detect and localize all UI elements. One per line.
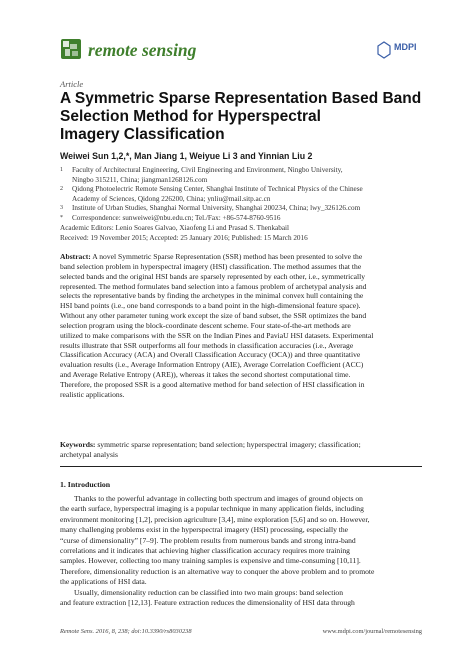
abstract-text: A novel Symmetric Sparse Representation (SSR) method has been presented to solve the bbox=[92, 252, 363, 261]
body-line: Usually, dimensionality reduction can be classified into two main groups: band selection bbox=[74, 587, 344, 597]
abstract-line: utilized to make comparisons with the SSR on the Indian Pines and PaviaU HSI datasets. Experimental bbox=[60, 330, 374, 340]
keywords-text: symmetric sparse representation; band selection; hyperspectral imagery; classification; bbox=[97, 440, 361, 449]
affiliation-mark: 2 bbox=[60, 186, 63, 192]
body-line: correlations and it indicates that achieving higher classification accuracy requires more training bbox=[60, 546, 350, 556]
abstract-line: selection program using the block-coordinate descent scheme. Four state-of-the-art methods are bbox=[60, 320, 351, 330]
affiliation-item bbox=[60, 204, 440, 214]
section-divider bbox=[60, 466, 422, 467]
abstract bbox=[60, 252, 422, 400]
affiliation-item bbox=[60, 214, 440, 224]
affiliation-item bbox=[60, 166, 440, 185]
title-line: Imagery Classification bbox=[60, 126, 225, 143]
abstract-line: realistic applications. bbox=[60, 389, 125, 399]
body-line: environment monitoring [1,2], precision agriculture [3,4], mine exploration [5,6] and so on. However, bbox=[60, 514, 370, 524]
abstract-line: band selection problem in hyperspectral imagery (HSI) classification. The method assumes that the bbox=[60, 261, 362, 271]
author-list: Weiwei Sun 1,2,*, Man Jiang 1, Weiyue Li 3 and Yinnian Liu 2 bbox=[60, 151, 313, 161]
journal-logo-icon bbox=[60, 38, 82, 60]
body-line: and feature extraction [12,13]. Feature extraction reduces the dimensionality of HSI data through bbox=[60, 598, 355, 608]
affiliation-line: Correspondence: sunweiwei@nbu.edu.cn; Tel./Fax: +86-574-8760-9516 bbox=[72, 213, 281, 222]
affiliation-line: Ningbo 315211, China; jiangman1268126.com bbox=[72, 175, 208, 184]
body-line: Therefore, dimensionality reduction is an alternative way to conquer the above problem and to promote bbox=[60, 566, 375, 576]
body-line: the earth surface, hyperspectral imaging is a popular technique in many application fields, including bbox=[60, 504, 364, 514]
publisher-name: MDPI bbox=[394, 42, 417, 52]
body-line: samples. However, collecting too many training samples is expensive and time-consuming [10,11]. bbox=[60, 556, 361, 566]
footer-citation: Remote Sens. 2016, 8, 238; doi:10.3390/rs8030238 bbox=[60, 628, 192, 635]
body-line: “curse of dimensionality” [7–9]. The problem results from numerous bands and strong intra-band bbox=[60, 535, 356, 545]
affiliation-item bbox=[60, 185, 440, 204]
abstract-line: HSI band points (i.e., one band corresponds to a band point in the high-dimensional feature space). bbox=[60, 301, 361, 311]
abstract-line: and Average Relative Entropy (ARE)), whereas it takes the second shortest computational time. bbox=[60, 370, 351, 380]
keywords bbox=[60, 440, 422, 460]
affiliation-line: Institute of Urban Studies, Shanghai Normal University, Shanghai 200234, China; lwy_326126.com bbox=[72, 204, 361, 212]
affiliation-mark: 3 bbox=[60, 205, 63, 211]
keywords-label: Keywords: bbox=[60, 440, 96, 449]
abstract-line: results illustrate that SSR outperforms all four methods in classification accuracies (i.e., Average bbox=[60, 340, 354, 350]
affiliation-mark: * bbox=[60, 214, 63, 221]
title-line: Selection Method for Hyperspectral bbox=[60, 108, 321, 125]
academic-editors: Academic Editors: Lenio Soares Galvao, Xiaofeng Li and Prasad S. Thenkabail bbox=[60, 224, 290, 232]
body-line: the applications of HSI data. bbox=[60, 577, 147, 587]
keywords-line: archetypal analysis bbox=[60, 449, 118, 459]
abstract-line bbox=[60, 252, 422, 262]
journal-name: remote sensing bbox=[88, 40, 197, 60]
introduction-body bbox=[60, 494, 422, 608]
abstract-line: Therefore, the proposed SSR is a good alternative method for band selection of HSI classification in bbox=[60, 379, 365, 389]
paper-title bbox=[60, 90, 422, 144]
affiliation-line: Faculty of Architectural Engineering, Civil Engineering and Environment, Ningbo University, bbox=[72, 166, 343, 174]
keywords-line bbox=[60, 440, 422, 450]
body-line: Thanks to the powerful advantage in collecting both spectrum and images of ground objects on bbox=[74, 494, 363, 503]
affiliations bbox=[60, 166, 440, 223]
abstract-line: selects the representative bands by finding the archetypes in the minimal convex hull containing the bbox=[60, 291, 364, 301]
abstract-line: represented. The method formulates band selection into a famous problem of archetypal analysis and bbox=[60, 281, 367, 291]
abstract-line: selected bands and the original HSI bands are sparsely represented by each other, i.e., symmetrically bbox=[60, 271, 366, 281]
abstract-line: Classification Accuracy (ACA) and Overall Classification Accuracy (OCA)) and three quantitative bbox=[60, 350, 361, 360]
title-line: A Symmetric Sparse Representation Based Band bbox=[60, 90, 422, 107]
journal-url-link[interactable]: www.mdpi.com/journal/remotesensing bbox=[322, 628, 422, 635]
affiliation-line: Academy of Sciences, Qidong 226200, China; ynliu@mail.sitp.ac.cn bbox=[72, 194, 271, 203]
affiliation-mark: 1 bbox=[60, 167, 63, 173]
affiliation-line: Qidong Photoelectric Remote Sensing Center, Shanghai Institute of Technical Physics of the Chinese bbox=[72, 185, 363, 193]
article-type: Article bbox=[60, 79, 84, 89]
article-meta bbox=[60, 224, 308, 243]
abstract-label: Abstract: bbox=[60, 252, 91, 261]
body-line: many challenging problems exist in the hyperspectral imagery (HSI) processing, especially the bbox=[60, 525, 349, 535]
abstract-line: evaluation results (i.e., Average Information Entropy (AIE), Average Correlation Coefficient (ACC) bbox=[60, 360, 364, 370]
abstract-line: Without any other parameter tuning work except the size of band subset, the SSR optimizes the band bbox=[60, 311, 367, 321]
article-dates: Received: 19 November 2015; Accepted: 25 January 2016; Published: 15 March 2016 bbox=[60, 233, 308, 242]
section-title: 1. Introduction bbox=[60, 480, 111, 489]
